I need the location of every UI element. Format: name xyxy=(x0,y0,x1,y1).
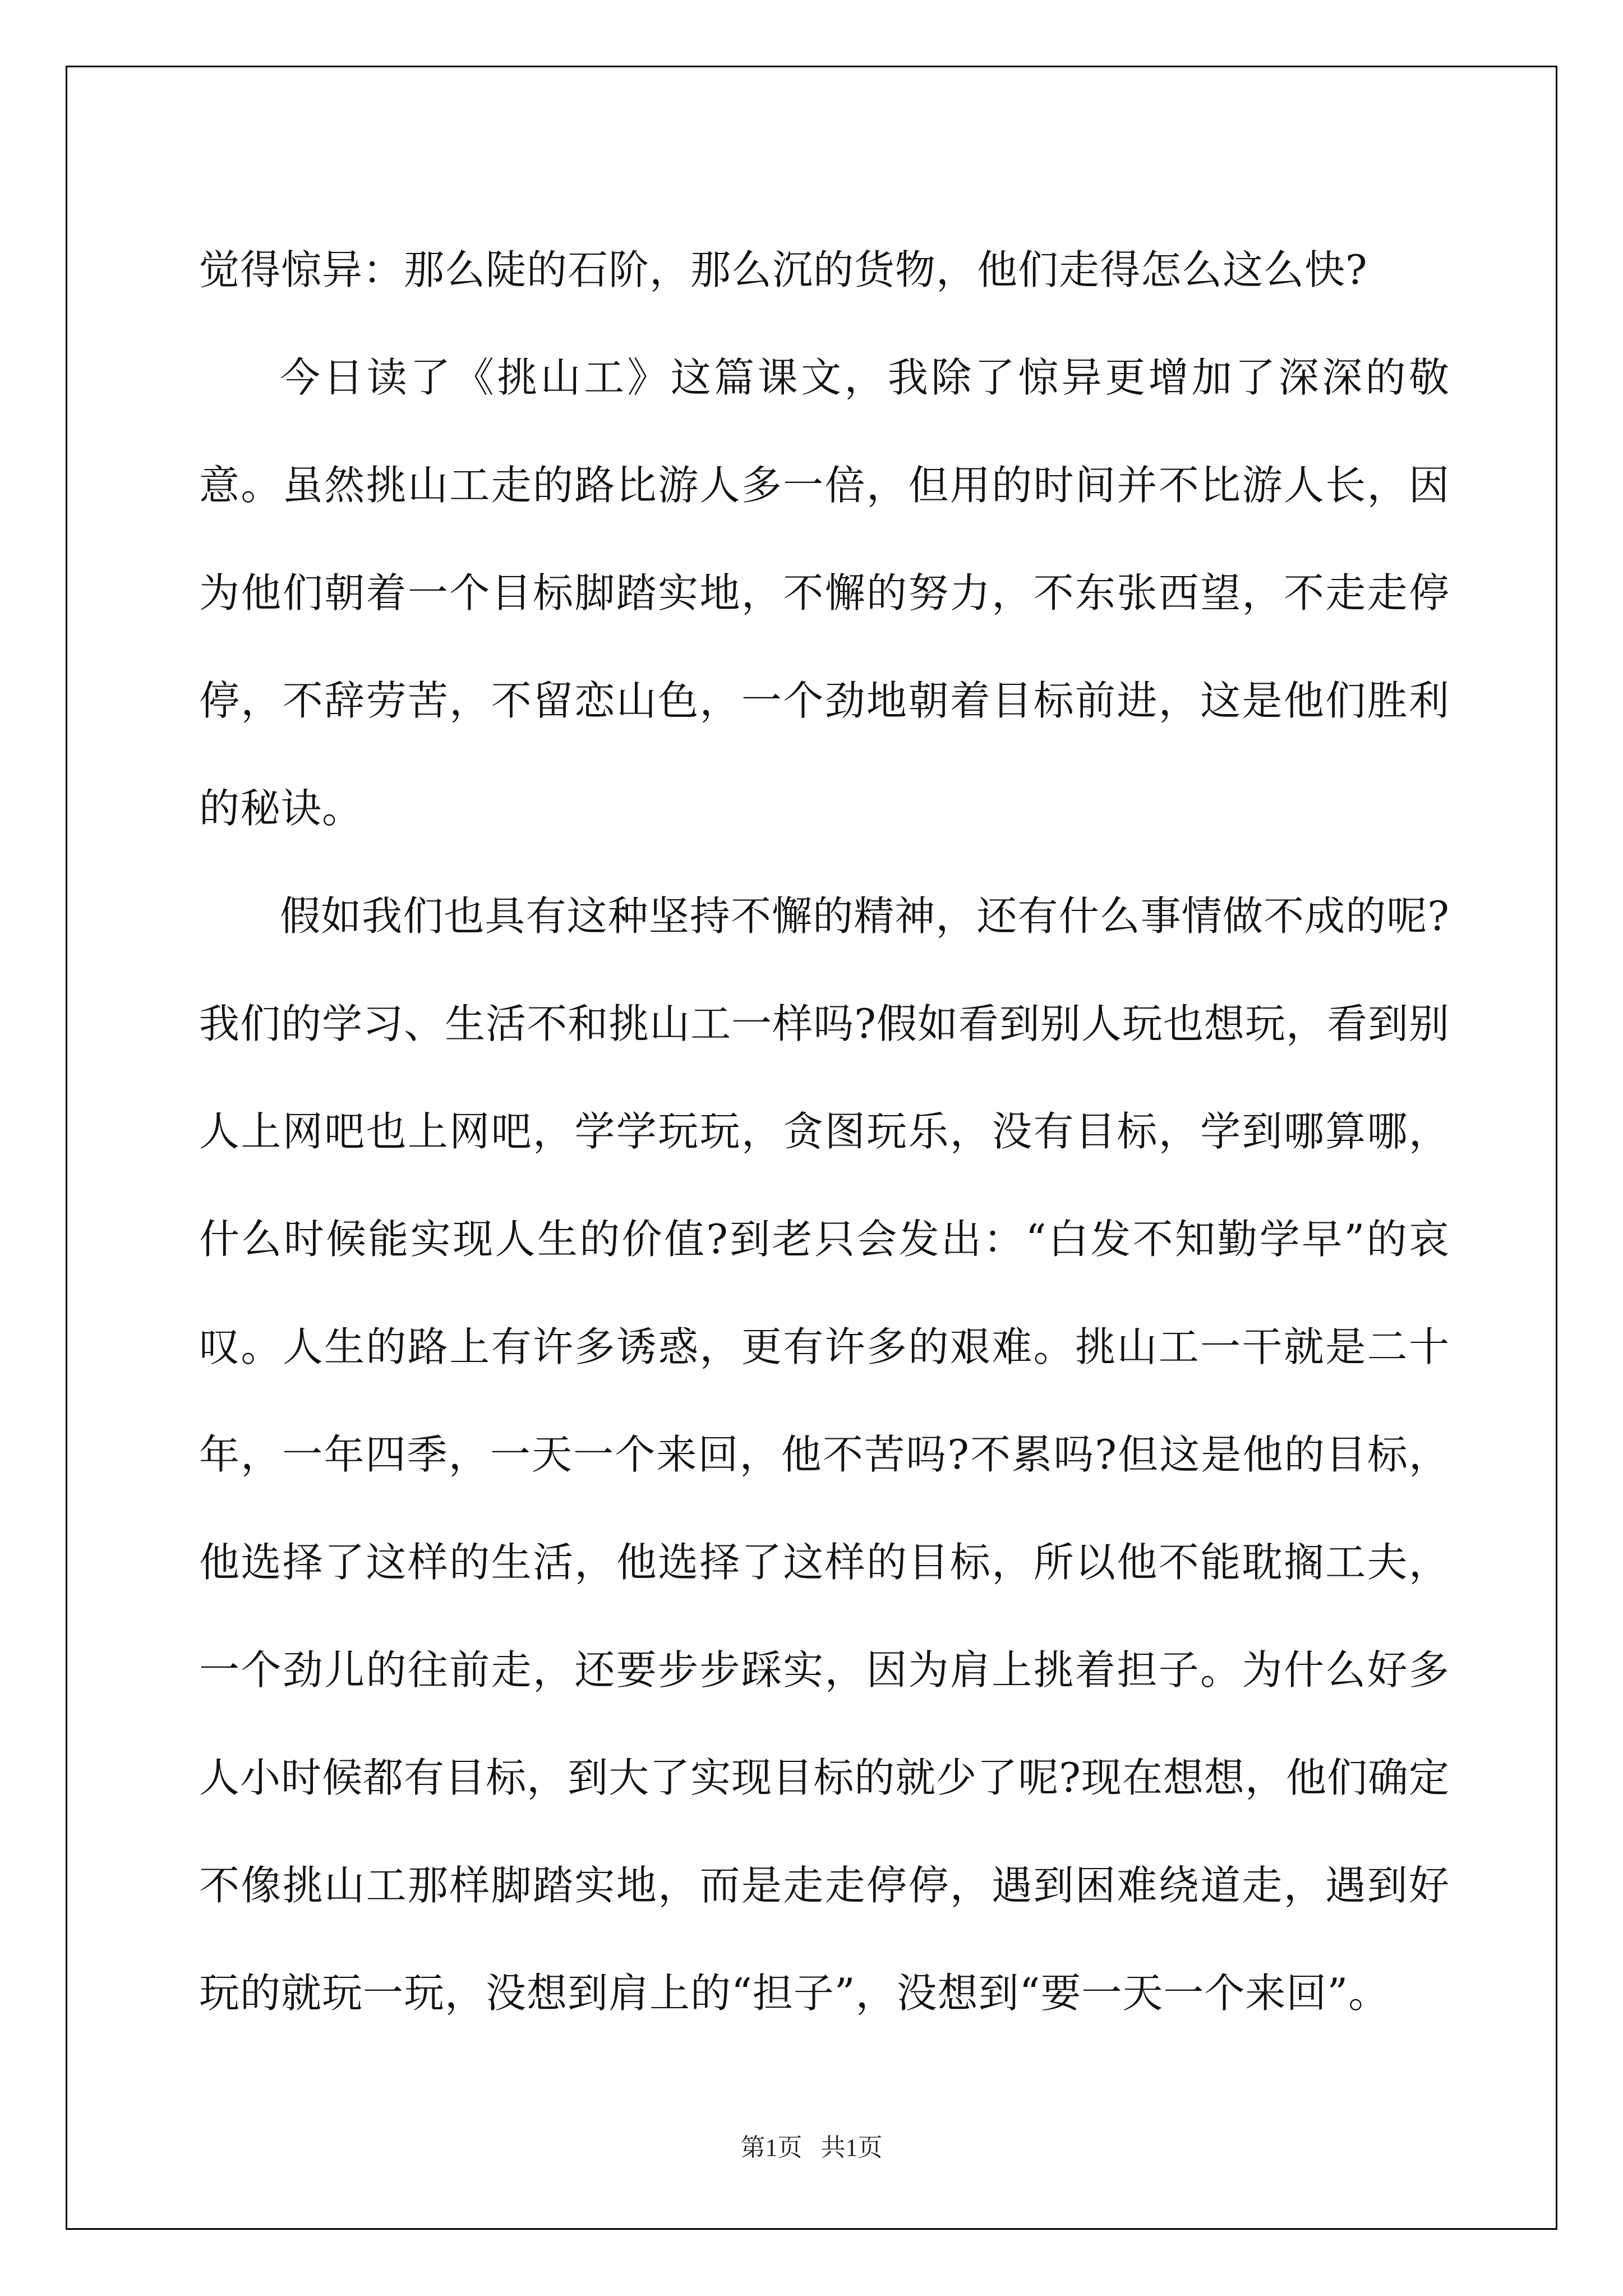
paragraph-3: 假如我们也具有这种坚持不懈的精神，还有什么事情做不成的呢?我们的学习、生活不和挑山工一样吗?假如看到别人玩也想玩，看到别人上网吧也上网吧，学学玩玩，贪图玩乐，没有目标，学到哪算哪，什么时候能实现人生的价值?到老只会发出：“白发不知勤学早”的哀叹。人生的路上有许多诱惑，更有许多的艰难。挑山工一干就是二十年，一年四季，一天一个来回，他不苦吗?不累吗?但这是他的目标，他选择了这样的生活，他选择了这样的目标，所以他不能耽搁工夫，一个劲儿的往前走，还要步步踩实，因为肩上挑着担子。为什么好多人小时候都有目标，到大了实现目标的就少了呢?现在想想，他们确定不像挑山工那样脚踏实地，而是走走停停，遇到困难绕道走，遇到好玩的就玩一玩，没想到肩上的“担子”，没想到“要一天一个来回”。 xyxy=(199,892,1450,2017)
paragraph-1: 觉得惊异：那么陡的石阶，那么沉的货物，他们走得怎么这么快? xyxy=(199,246,1368,293)
paragraph-2: 今日读了《挑山工》这篇课文，我除了惊异更增加了深深的敬意。虽然挑山工走的路比游人多一倍，但用的时间并不比游人长，因为他们朝着一个目标脚踏实地，不懈的努力，不东张西望，不走走停停，不辞劳苦，不留恋山色，一个劲地朝着目标前进，这是他们胜利的秘诀。 xyxy=(199,354,1450,832)
page-number-footer: 第1页 共1页 xyxy=(740,2134,883,2161)
document-body xyxy=(199,216,1450,2047)
